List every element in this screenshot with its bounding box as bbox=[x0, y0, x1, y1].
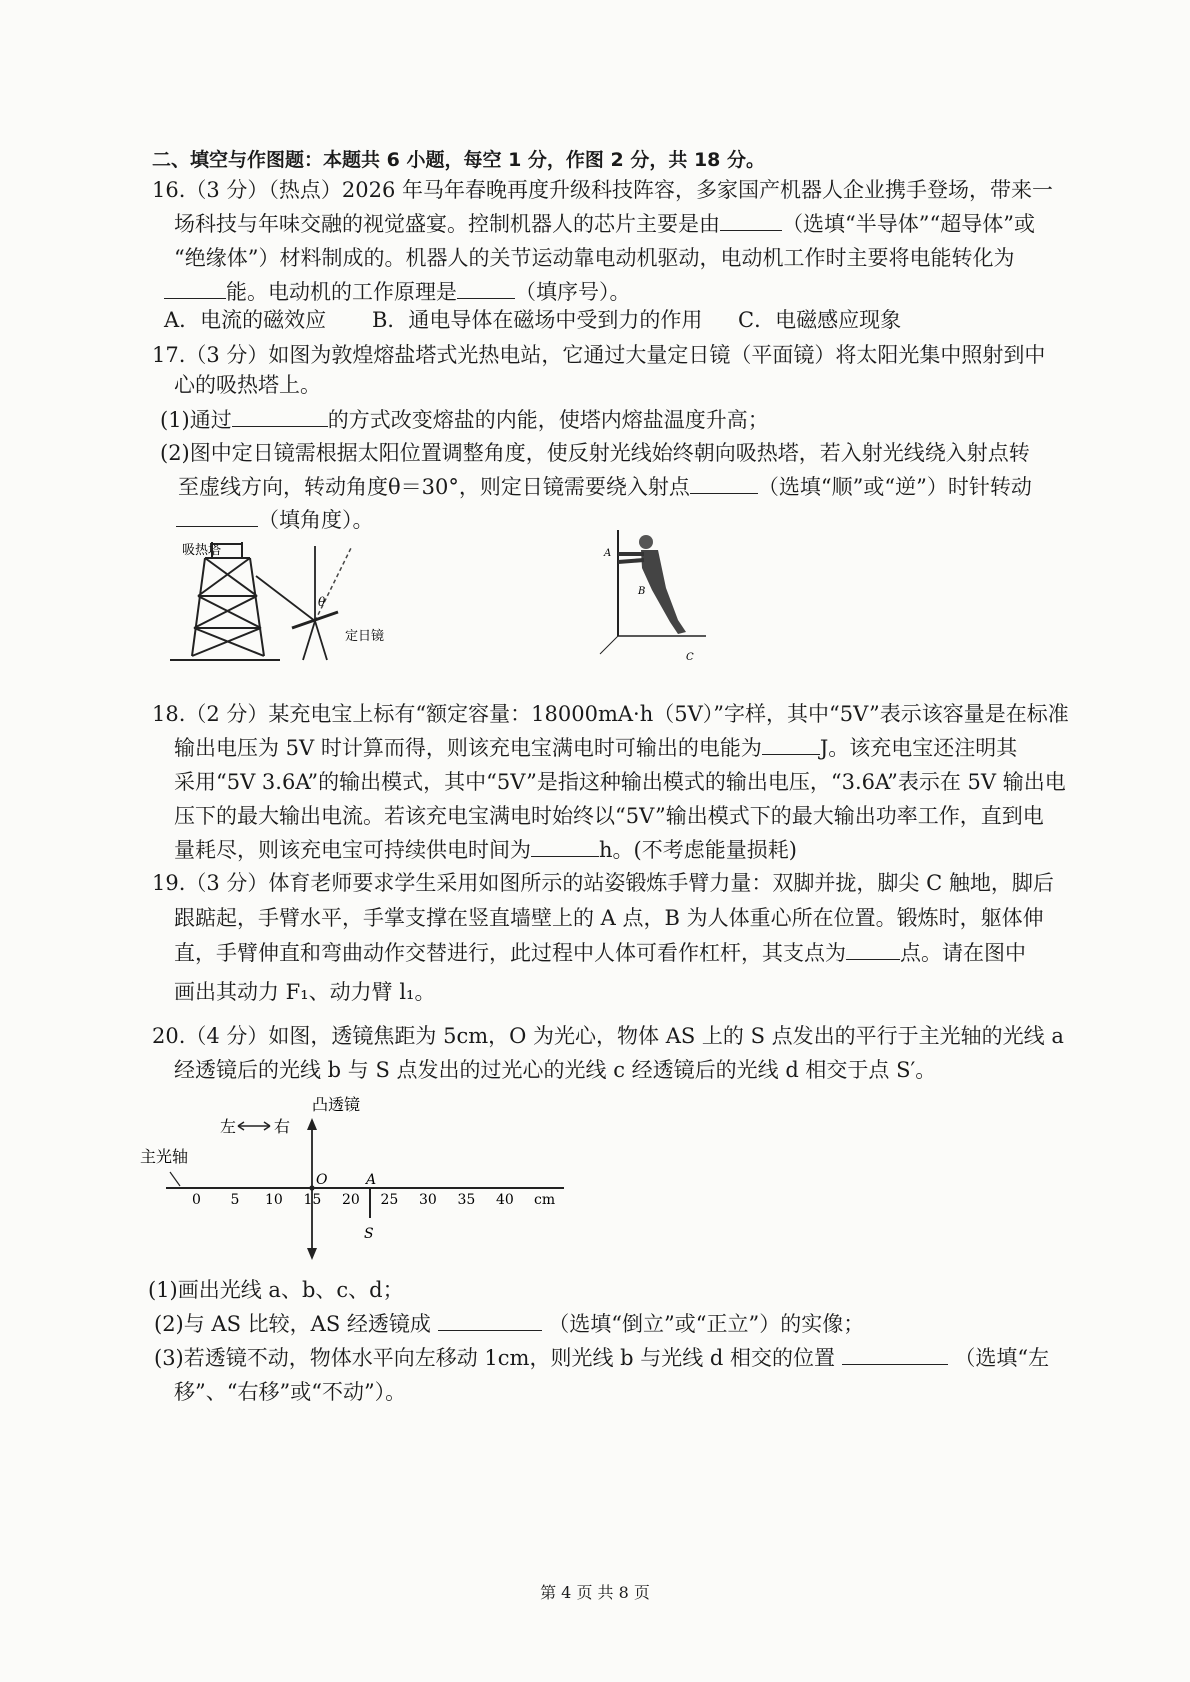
axis-label: 主光轴 bbox=[140, 1147, 189, 1166]
q20-sub-2 bbox=[154, 1310, 864, 1338]
q18-line-5a: 量耗尽，则该充电宝可持续供电时间为 bbox=[174, 838, 531, 862]
axis-ticks bbox=[192, 1192, 514, 1208]
axis-tick-label: 25 bbox=[380, 1192, 399, 1208]
q17-line-2: 心的吸热塔上。 bbox=[174, 373, 321, 397]
axis-tick-label: 30 bbox=[419, 1192, 437, 1208]
q20-sub-2a: (2)与 AS 比较，AS 经透镜成 bbox=[154, 1312, 431, 1336]
q17-sub-1b: 的方式改变熔盐的内能，使塔内熔盐温度升高； bbox=[327, 408, 769, 432]
q18-line-2b: J。该充电宝还注明其 bbox=[819, 736, 1018, 760]
q20-sub-3-cont: 移”、“右移”或“不动”）。 bbox=[174, 1380, 407, 1404]
q18-line-2a: 输出电压为 5V 时计算而得，则该充电宝满电时可输出的电能为 bbox=[174, 736, 762, 760]
q16-line-3: “绝缘体”）材料制成的。机器人的关节运动靠电动机驱动，电动机工作时主要将电能转化为 bbox=[174, 246, 1015, 270]
wall-push-figure bbox=[586, 528, 726, 668]
lens-label: 凸透镜 bbox=[312, 1095, 361, 1114]
axis-tick-label: 40 bbox=[496, 1192, 514, 1208]
q18-line-5 bbox=[174, 836, 797, 864]
q18-line-2 bbox=[174, 734, 1017, 762]
q20-sub-3b: （选填“左 bbox=[954, 1346, 1050, 1370]
axis-tick-label: 15 bbox=[303, 1192, 322, 1208]
page-footer: 第 4 页 共 8 页 bbox=[540, 1583, 650, 1602]
q17-sub-2c: （选填“顺”或“逆”）时针转动 bbox=[757, 475, 1032, 499]
q16-option-b: B．通电导体在磁场中受到力的作用 bbox=[372, 308, 703, 332]
q20-sub-3 bbox=[154, 1344, 1049, 1372]
q17-blank-3[interactable] bbox=[176, 506, 258, 527]
q16-option-a: A．电流的磁效应 bbox=[164, 308, 327, 332]
q17-sub-1 bbox=[160, 406, 769, 434]
left-label: 左 bbox=[220, 1117, 237, 1136]
right-label: 右 bbox=[274, 1117, 291, 1136]
q18-line-3: 采用“5V 3.6A”的输出模式，其中“5V”是指这种输出模式的输出电压，“3.6A”表示在 5V 输出电 bbox=[174, 770, 1066, 794]
q17-blank-1[interactable] bbox=[232, 406, 328, 427]
point-s-label: S bbox=[364, 1226, 374, 1242]
point-a-label: A bbox=[604, 548, 612, 559]
q18-line-5b: h。(不考虑能量损耗) bbox=[599, 838, 797, 862]
axis-tick-label: 5 bbox=[230, 1192, 240, 1208]
q16-line-2 bbox=[174, 210, 1035, 238]
q16-blank-2[interactable] bbox=[164, 278, 226, 299]
axis-tick-label: 0 bbox=[192, 1192, 201, 1208]
section-heading: 二、填空与作图题：本题共 6 小题，每空 1 分，作图 2 分，共 18 分。 bbox=[152, 149, 766, 171]
q20-sub-3a: (3)若透镜不动，物体水平向左移动 1cm，则光线 b 与光线 d 相交的位置 bbox=[154, 1346, 836, 1370]
q17-sub-1a: (1)通过 bbox=[160, 408, 232, 432]
q19-line-3b: 点。请在图中 bbox=[900, 941, 1026, 965]
q16-line-1: 16.（3 分）（热点）2026 年马年春晚再度升级科技阵容，多家国产机器人企业携手登场，带来一 bbox=[152, 178, 1054, 202]
axis-tick-label: 35 bbox=[457, 1192, 476, 1208]
lens-arrow-down-icon bbox=[307, 1248, 317, 1260]
theta-label: θ bbox=[318, 595, 326, 609]
q16-options bbox=[164, 306, 326, 334]
q19-line-3 bbox=[174, 939, 1026, 967]
q18-line-1: 18.（2 分）某充电宝上标有“额定容量：18000mA·h（5V）”字样，其中“5V”表示该容量是在标准 bbox=[152, 702, 1069, 726]
q17-sub-2-end bbox=[176, 506, 374, 534]
axis-tick-label: 20 bbox=[342, 1192, 360, 1208]
q20-line-2: 经透镜后的光线 b 与 S 点发出的过光心的光线 c 经透镜后的光线 d 相交于点 S′。 bbox=[174, 1058, 937, 1082]
tower-label: 吸热塔 bbox=[182, 543, 222, 558]
q18-blank-2[interactable] bbox=[531, 836, 599, 857]
q18-blank-1[interactable] bbox=[762, 734, 820, 755]
point-c-label: C bbox=[686, 652, 694, 663]
tower-icon bbox=[192, 558, 264, 656]
q16-line-4b: （填序号）。 bbox=[515, 280, 631, 304]
q17-blank-2[interactable] bbox=[690, 473, 758, 494]
point-b-label: B bbox=[638, 586, 646, 597]
q16-line-2b: （选填“半导体”“超导体”或 bbox=[782, 212, 1035, 236]
q19-line-4: 画出其动力 F₁、动力臂 l₁。 bbox=[174, 980, 436, 1004]
q17-sub-2d: （填角度）。 bbox=[258, 508, 374, 532]
q20-line-1: 20.（4 分）如图，透镜焦距为 5cm，O 为光心，物体 AS 上的 S 点发出的平行于主光轴的光线 a bbox=[152, 1024, 1064, 1048]
q20-blank-1[interactable] bbox=[438, 1310, 542, 1331]
axis-tick-label: 10 bbox=[265, 1192, 283, 1208]
q17-sub-2-cont bbox=[178, 473, 1032, 501]
q16-blank-1[interactable] bbox=[720, 210, 782, 231]
optical-center-label: O bbox=[316, 1172, 328, 1188]
q20-sub-2b: （选填“倒立”或“正立”）的实像； bbox=[548, 1312, 865, 1336]
q17-sub-2b: 至虚线方向，转动角度θ＝30°，则定日镜需要绕入射点 bbox=[178, 475, 690, 499]
head-icon bbox=[639, 535, 653, 549]
q18-line-4: 压下的最大输出电流。若该充电宝满电时始终以“5V”输出模式下的最大输出功率工作，直到电 bbox=[174, 804, 1044, 828]
q19-line-3a: 直，手臂伸直和弯曲动作交替进行，此过程中人体可看作杠杆，其支点为 bbox=[174, 941, 846, 965]
q16-line-4a: 能。电动机的工作原理是 bbox=[226, 280, 457, 304]
q16-option-c: C．电磁感应现象 bbox=[738, 308, 902, 332]
tower-heliostat-figure bbox=[170, 536, 430, 676]
q19-line-1: 19.（3 分）体育老师要求学生采用如图所示的站姿锻炼手臂力量：双脚并拢，脚尖 C 触地，脚后 bbox=[152, 871, 1054, 895]
lens-arrow-up-icon bbox=[307, 1118, 317, 1130]
q17-line-1: 17.（3 分）如图为敦煌熔盐塔式光热电站，它通过大量定日镜（平面镜）将太阳光集中照射到中 bbox=[152, 343, 1046, 367]
q19-blank-1[interactable] bbox=[846, 939, 900, 960]
body-icon bbox=[641, 550, 686, 634]
q20-sub-1: (1)画出光线 a、b、c、d； bbox=[148, 1278, 404, 1302]
mirror-label: 定日镜 bbox=[345, 629, 385, 644]
q16-blank-3[interactable] bbox=[457, 278, 515, 299]
unit-label: cm bbox=[534, 1192, 556, 1208]
lens-figure bbox=[140, 1090, 580, 1270]
q16-line-2a: 场科技与年味交融的视觉盛宴。控制机器人的芯片主要是由 bbox=[174, 212, 720, 236]
q19-line-2: 跟踮起，手臂水平，手掌支撑在竖直墙壁上的 A 点，B 为人体重心所在位置。锻炼时，躯体伸 bbox=[174, 906, 1044, 930]
q16-line-4 bbox=[164, 278, 631, 306]
q20-blank-2[interactable] bbox=[842, 1344, 948, 1365]
point-a-obj-label: A bbox=[366, 1172, 377, 1188]
q17-sub-2: (2)图中定日镜需根据太阳位置调整角度，使反射光线始终朝向吸热塔，若入射光线绕入射点转 bbox=[160, 441, 1030, 465]
